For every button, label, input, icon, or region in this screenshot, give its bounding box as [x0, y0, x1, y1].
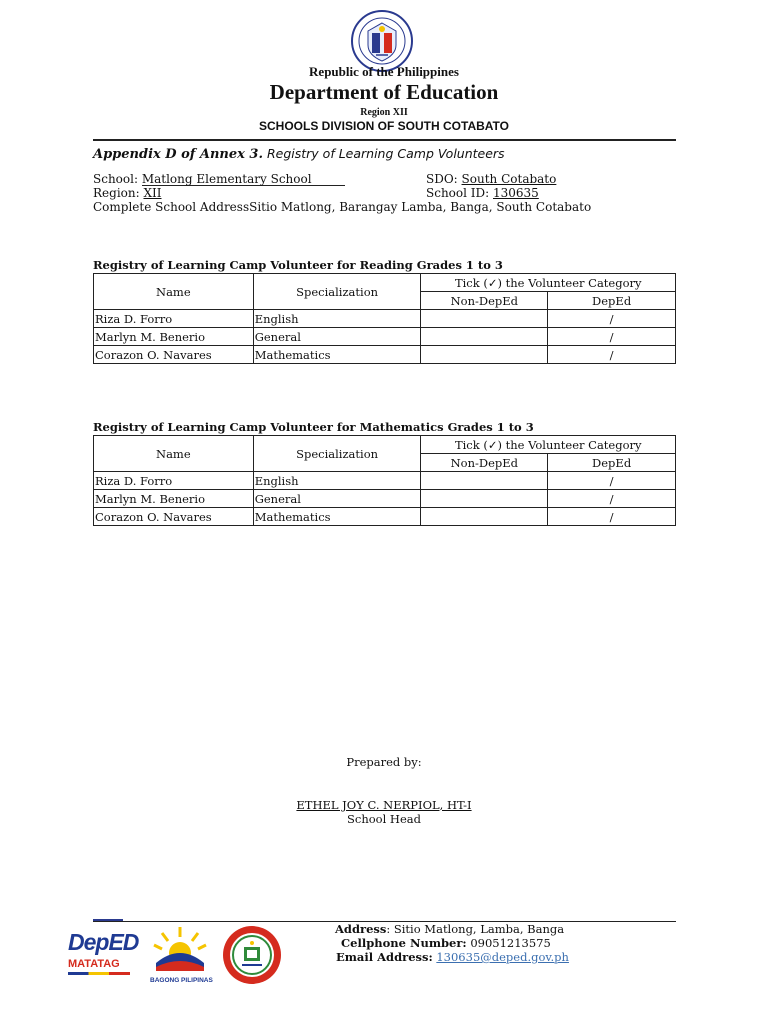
deped-tick: / — [548, 328, 676, 346]
cellphone-value: 09051213575 — [466, 936, 551, 950]
school-seal-icon — [220, 925, 286, 985]
deped-tick: / — [548, 508, 676, 526]
sdo-field — [426, 172, 556, 186]
address-label: Complete School Address — [93, 200, 250, 214]
volunteer-name: Riza D. Forro — [94, 310, 254, 328]
volunteer-name: Corazon O. Navares — [94, 508, 254, 526]
deped-tick: / — [548, 346, 676, 364]
region-value: XII — [143, 186, 162, 200]
school-label: School: — [93, 172, 142, 186]
name-header: Name — [94, 274, 254, 310]
sdo-label: SDO: — [426, 172, 462, 186]
non-deped-tick — [421, 310, 548, 328]
bagong-pilipinas-sun-icon — [148, 925, 212, 973]
table-row — [94, 490, 676, 508]
non-deped-tick — [421, 346, 548, 364]
table-row — [94, 310, 676, 328]
table-row — [94, 472, 676, 490]
deped-tick: / — [548, 472, 676, 490]
non-deped-tick — [421, 328, 548, 346]
bagong-pilipinas-logo — [148, 925, 218, 985]
footer-email — [336, 950, 569, 964]
region-label: Region: — [93, 186, 144, 200]
table-row — [94, 346, 676, 364]
appendix-bold: Appendix D of Annex 3. — [93, 147, 263, 162]
volunteer-specialization: English — [253, 472, 421, 490]
non-deped-header: Non-DepEd — [421, 454, 548, 472]
address-footer-value: : Sitio Matlong, Lamba, Banga — [386, 922, 565, 936]
signatory-name: ETHEL JOY C. NERPIOL, HT-I — [296, 798, 472, 812]
math-registry-table — [93, 435, 676, 526]
address-field — [93, 200, 591, 214]
deped-matatag-logo — [68, 925, 139, 985]
matatag-logo-text: MATATAG — [68, 958, 120, 970]
prepared-by-label: Prepared by: — [346, 755, 422, 769]
table-row — [94, 328, 676, 346]
volunteer-specialization: English — [253, 310, 421, 328]
tick-header: Tick (✓) the Volunteer Category — [421, 274, 676, 292]
header-divider — [93, 139, 676, 141]
non-deped-tick — [421, 490, 548, 508]
name-header: Name — [94, 436, 254, 472]
sdo-value: South Cotabato — [461, 172, 557, 186]
volunteer-name: Corazon O. Navares — [94, 346, 254, 364]
department-heading: Department of Education — [269, 80, 499, 104]
region-heading: Region XII — [360, 107, 408, 118]
school-value: Matlong Elementary School — [142, 173, 345, 186]
footer-cellphone — [341, 936, 551, 950]
signatory-title: School Head — [347, 812, 421, 826]
volunteer-specialization: General — [253, 490, 421, 508]
footer-divider-accent — [93, 919, 123, 921]
email-label: Email Address: — [336, 950, 433, 964]
volunteer-specialization: Mathematics — [253, 508, 421, 526]
reading-table-title: Registry of Learning Camp Volunteer for Reading Grades 1 to 3 — [93, 258, 503, 272]
volunteer-name: Marlyn M. Benerio — [94, 328, 254, 346]
address-value: Sitio Matlong, Barangay Lamba, Banga, South Cotabato — [249, 200, 592, 214]
school-id-field — [426, 186, 539, 200]
cellphone-label: Cellphone Number: — [341, 936, 467, 950]
specialization-header: Specialization — [253, 436, 421, 472]
non-deped-tick — [421, 508, 548, 526]
division-heading: SCHOOLS DIVISION OF SOUTH COTABATO — [258, 119, 509, 133]
volunteer-specialization: Mathematics — [253, 346, 421, 364]
volunteer-name: Marlyn M. Benerio — [94, 490, 254, 508]
volunteer-name: Riza D. Forro — [94, 472, 254, 490]
table-row — [94, 508, 676, 526]
deped-header: DepEd — [548, 454, 676, 472]
school-field — [93, 172, 345, 186]
republic-heading: Republic of the Philippines — [309, 64, 459, 79]
non-deped-header: Non-DepEd — [421, 292, 548, 310]
specialization-header: Specialization — [253, 274, 421, 310]
matatag-stripe — [68, 972, 130, 975]
email-link[interactable]: 130635@deped.gov.ph — [436, 950, 569, 964]
volunteer-specialization: General — [253, 328, 421, 346]
bagong-pilipinas-text: BAGONG PILIPINAS — [150, 977, 213, 984]
deped-logo-text: DepED — [68, 929, 139, 955]
school-id-label: School ID: — [426, 186, 493, 200]
tick-header: Tick (✓) the Volunteer Category — [421, 436, 676, 454]
school-id-value: 130635 — [493, 186, 539, 200]
deped-tick: / — [548, 490, 676, 508]
deped-header: DepEd — [548, 292, 676, 310]
deped-tick: / — [548, 310, 676, 328]
region-field — [93, 186, 162, 200]
appendix-title — [93, 146, 505, 162]
appendix-italic: Registry of Learning Camp Volunteers — [263, 146, 505, 161]
address-footer-label: Address — [335, 922, 387, 936]
footer-address — [335, 922, 564, 936]
non-deped-tick — [421, 472, 548, 490]
math-table-title: Registry of Learning Camp Volunteer for Mathematics Grades 1 to 3 — [93, 420, 534, 434]
reading-registry-table — [93, 273, 676, 364]
